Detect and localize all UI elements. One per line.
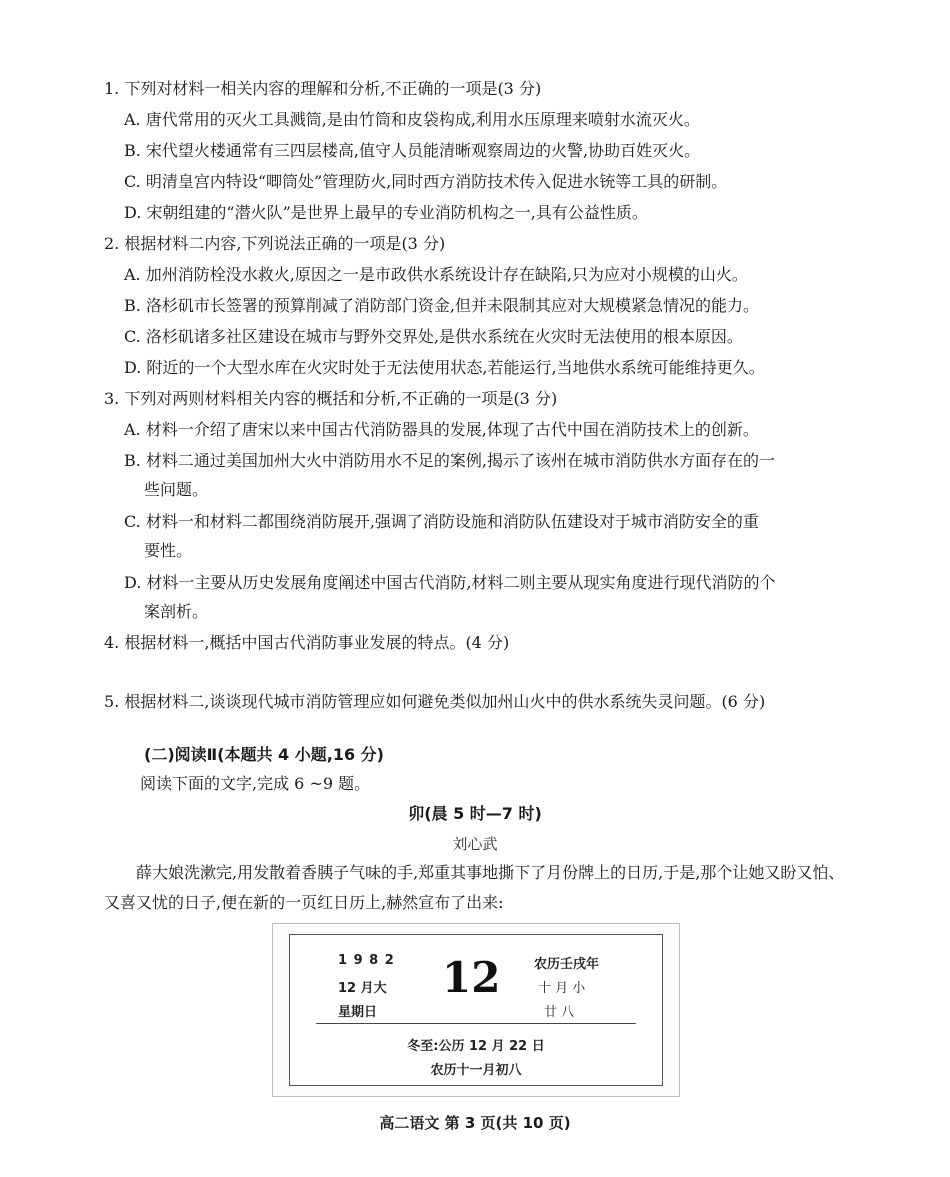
question-3-option-a: A. 材料一介绍了唐宋以来中国古代消防器具的发展,体现了古代中国在消防技术上的创新。 bbox=[124, 420, 759, 439]
question-3-stem: 3. 下列对两则材料相关内容的概括和分析,不正确的一项是(3 分) bbox=[104, 389, 558, 408]
question-3-option-c: C. 材料一和材料二都围绕消防展开,强调了消防设施和消防队伍建设对于城市消防安全的重 bbox=[124, 512, 759, 531]
question-3-option-d-cont: 案剖析。 bbox=[144, 602, 209, 621]
question-3-option-b-cont: 些问题。 bbox=[144, 480, 209, 499]
question-1-option-c: C. 明清皇宫内特设“唧筒处”管理防火,同时西方消防技术传入促进水铳等工具的研制。 bbox=[124, 172, 728, 191]
question-2-option-c: C. 洛杉矶诸多社区建设在城市与野外交界处,是供水系统在火灾时无法使用的根本原因。 bbox=[124, 327, 743, 346]
question-1-option-b: B. 宋代望火楼通常有三四层楼高,值守人员能清晰观察周边的火警,协助百姓灭火。 bbox=[124, 141, 701, 160]
article-author: 刘心武 bbox=[452, 835, 498, 853]
calendar-lunar-month: 十 月 小 bbox=[538, 981, 586, 996]
calendar-lunar-year: 农历壬戌年 bbox=[534, 957, 600, 972]
page-footer: 高二语文 第 3 页(共 10 页) bbox=[379, 1114, 571, 1132]
question-4-stem: 4. 根据材料一,概括中国古代消防事业发展的特点。(4 分) bbox=[104, 633, 510, 652]
question-5-stem: 5. 根据材料二,谈谈现代城市消防管理应如何避免类似加州山火中的供水系统失灵问题。(6 分) bbox=[104, 692, 766, 711]
calendar-weekday: 星期日 bbox=[338, 1005, 378, 1020]
question-2-option-d: D. 附近的一个大型水库在火灾时处于无法使用状态,若能运行,当地供水系统可能维持更久。 bbox=[124, 358, 765, 377]
calendar-image bbox=[272, 923, 680, 1097]
calendar-year: 1 9 8 2 bbox=[338, 953, 395, 968]
question-1-option-a: A. 唐代常用的灭火工具溅筒,是由竹筒和皮袋构成,利用水压原理来喷射水流灭火。 bbox=[124, 110, 700, 129]
question-2-stem: 2. 根据材料二内容,下列说法正确的一项是(3 分) bbox=[104, 234, 446, 253]
question-2-option-b: B. 洛杉矶市长签署的预算削减了消防部门资金,但并未限制其应对大规模紧急情况的能力。 bbox=[124, 296, 760, 315]
calendar-day: 12 bbox=[442, 953, 501, 1002]
calendar-month: 12 月大 bbox=[338, 981, 387, 996]
section-instruction: 阅读下面的文字,完成 6 ~9 题。 bbox=[140, 774, 371, 793]
question-1-option-d: D. 宋朝组建的“潜火队”是世界上最早的专业消防机构之一,具有公益性质。 bbox=[124, 203, 648, 222]
question-3-option-c-cont: 要性。 bbox=[144, 541, 193, 560]
question-1-stem: 1. 下列对材料一相关内容的理解和分析,不正确的一项是(3 分) bbox=[104, 79, 542, 98]
article-paragraph: 薛大娘洗漱完,用发散着香胰子气味的手,郑重其事地撕下了月份牌上的日历,于是,那个让她又盼又怕、又喜又忧的日子,便在新的一页红日历上,赫然宣布了出来: bbox=[104, 863, 845, 912]
calendar-lunar-day: 廿 八 bbox=[544, 1005, 575, 1020]
section-heading: (二)阅读Ⅱ(本题共 4 小题,16 分) bbox=[144, 745, 384, 764]
article-title: 卯(晨 5 时—7 时) bbox=[408, 804, 542, 823]
calendar-divider bbox=[316, 1023, 636, 1024]
calendar-solar-term-lunar: 农历十一月初八 bbox=[430, 1063, 522, 1078]
question-2-option-a: A. 加州消防栓没水救火,原因之一是市政供水系统设计存在缺陷,只为应对小规模的山火。 bbox=[124, 265, 748, 284]
question-3-option-d: D. 材料一主要从历史发展角度阐述中国古代消防,材料二则主要从现实角度进行现代消防的个 bbox=[124, 573, 776, 592]
calendar-solar-term: 冬至:公历 12 月 22 日 bbox=[407, 1039, 545, 1054]
question-3-option-b: B. 材料二通过美国加州大火中消防用水不足的案例,揭示了该州在城市消防供水方面存在的一 bbox=[124, 451, 776, 470]
calendar-page bbox=[289, 934, 663, 1086]
